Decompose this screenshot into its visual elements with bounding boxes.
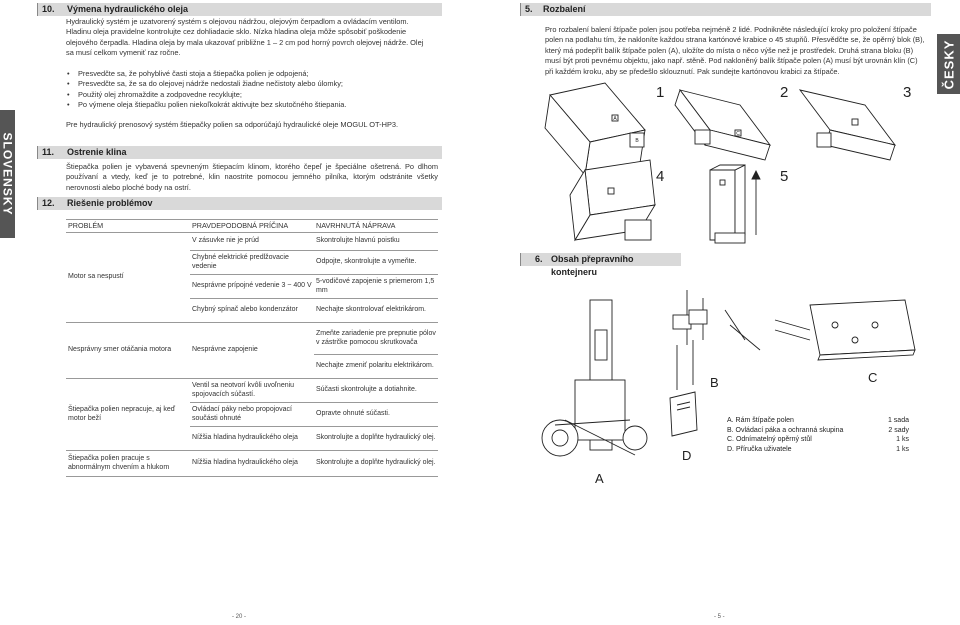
side-tab-label: SLOVENSKY: [0, 132, 15, 216]
side-tab-cesky: [937, 34, 960, 94]
figure-label-c: C: [868, 370, 878, 385]
box-label-b: B: [635, 138, 639, 144]
figure-label-a: A: [595, 471, 604, 486]
problem-cell: Motor sa nespustí: [66, 232, 190, 322]
fix-cell: Skontrolujte a doplňte hydraulický olej.: [314, 450, 438, 476]
troubleshooting-table: [66, 219, 438, 477]
section-10-header: [37, 3, 442, 16]
section-number: 6.: [535, 254, 543, 264]
list-item: [727, 426, 909, 436]
section-title: Obsah přepravního kontejneru: [551, 254, 634, 277]
figure-label-b: B: [710, 375, 719, 390]
section-title: Výmena hydraulického oleja: [67, 4, 189, 14]
section-12-header: [37, 197, 442, 210]
fix-cell: Skontrolujte a doplňte hydraulický olej.: [314, 426, 438, 450]
table-row: [66, 378, 438, 402]
section-10-note: Pre hydraulický prenosový systém štiepačky polien sa odporúčajú hydraulické oleje MOGUL OT-HP3.: [66, 120, 399, 129]
header-fix: NAVRHNUTÁ NÁPRAVA: [314, 220, 438, 233]
fix-cell: Nechajte zmeniť polaritu elektrikárom.: [314, 354, 438, 378]
fix-cell: Odpojte, skontrolujte a vymeňte.: [314, 250, 438, 274]
cause-cell: V zásuvke nie je prúd: [190, 232, 314, 250]
bullet-item: • Presvedčte sa, že sa do olejovej nádrže nedostali žiadne nečistoty alebo úlomky;: [78, 79, 426, 89]
box-label-c: C: [736, 131, 740, 137]
section-6-header: [520, 253, 681, 277]
bullet-item: • Presvedčte sa, že pohyblivé časti stoja a štiepačka polien je odpojená;: [78, 69, 426, 79]
section-number: 5.: [525, 4, 533, 14]
bullet-item: • Použitý olej zhromaždite a zodpovedne recyklujte;: [78, 90, 426, 100]
fix-cell: Skontrolujte hlavnú poistku: [314, 232, 438, 250]
section-number: 11.: [42, 147, 55, 157]
problem-cell: Nesprávny smer otáčania motora: [66, 322, 190, 378]
problem-cell: Štiepačka polien pracuje s abnormálnym chvením a hlukom: [66, 450, 190, 476]
part-name: C. Odnímatelný opěrný stůl: [727, 436, 812, 443]
section-title: Rozbalení: [543, 4, 586, 14]
splitter-frame: [542, 300, 647, 456]
fix-cell: Opravte ohnuté súčasti.: [314, 402, 438, 426]
cause-cell: Nížšia hladina hydraulického oleja: [190, 426, 314, 450]
step-number: 3: [903, 84, 912, 101]
section-5-header: [520, 3, 931, 16]
part-qty: 2 sady: [888, 426, 909, 434]
unpack-step-1: [545, 83, 645, 175]
unpacking-steps-illustration: [530, 75, 930, 250]
unpack-step-2: [675, 90, 770, 160]
fix-cell: 5-vodičové zapojenie s priemerom 1,5 mm: [314, 274, 438, 298]
section-5-paragraph: Pro rozbalení balení štípače polen jsou potřeba nejméně 2 lidé. Podnikněte následující kroky pro položení štípače polen na podlahu tím, že nakloníte každou strana kartónové krabice o 45 stupňů. Přesvědčte se, že opěrný blok (B), který má podepřít balík štípače polen (A), uložíte do místa o něco výše než je prostředek. Druhá strana bloku (B) musí být proti pevnému objektu, jako např. stěně. Pod nakloněný balík štípače polen (A) musí být urovnán klín (C) při každém kroku, aby se předešlo sklouznutí. Pak sundejte kartónovou krabici za štípače.: [545, 25, 925, 76]
list-item: [727, 435, 909, 445]
fix-cell: Nechajte skontrolovať elektrikárom.: [314, 298, 438, 322]
section-number: 12.: [42, 198, 55, 208]
step-number: 1: [656, 84, 665, 101]
container-contents-illustration: [535, 270, 925, 495]
page-number: - 5 -: [714, 614, 725, 620]
table-row: [66, 450, 438, 476]
cause-cell: Nesprávne prípojné vedenie 3 ~ 400 V: [190, 274, 314, 298]
table-header-row: [66, 220, 438, 233]
user-manual: [670, 392, 697, 436]
cause-cell: Nížšia hladina hydraulického oleja: [190, 450, 314, 476]
part-qty: 1 ks: [896, 436, 909, 443]
unpack-step-3: [800, 90, 895, 160]
section-10-bullets: [66, 69, 426, 111]
part-qty: 1 sada: [887, 417, 909, 424]
cause-cell: Ventil sa neotvorí kvôli uvoľneniu spojovacích súčastí.: [190, 378, 314, 402]
support-table: [775, 300, 915, 360]
section-10-paragraph: Hydraulický systém je uzatvorený systém s olejovou nádržou, olejovým čerpadlom a ovládacím ventilom. Hladinu oleja pravidelne kontrolujte cez dohliadacie sklo. Nízka hladina oleja môže spôsobiť poškodenie olejového čerpadla. Hladina oleja by mala ukazovať približne 1 – 2 cm pod horný povrch olejovej nádrže. Olej sa musí celkom vymeniť raz ročne.: [66, 17, 424, 58]
side-tab-slovensky: [0, 110, 15, 238]
page-number: - 20 -: [232, 614, 247, 620]
bullet-item: • Po výmene oleja štiepačku polien niekoľkokrát aktivujte bez skutočného štiepania.: [78, 100, 426, 110]
table-row: [66, 232, 438, 250]
table-row: [66, 322, 438, 354]
part-name: A. Rám štípače polen: [727, 417, 794, 424]
part-name: B. Ovládací páka a ochranná skupina: [727, 426, 844, 434]
section-number: 10.: [42, 4, 55, 14]
cause-cell: Ovládací páky nebo propojovací součásti ohnuté: [190, 402, 314, 426]
part-qty: 1 ks: [896, 445, 909, 453]
step-number: 2: [780, 84, 789, 101]
list-item: [727, 416, 909, 426]
section-11-header: [37, 146, 442, 159]
cause-cell: Nesprávne zapojenie: [190, 322, 314, 378]
problem-cell: Štiepačka polien nepracuje, aj keď motor beží: [66, 378, 190, 450]
side-tab-label: ČESKY: [941, 39, 957, 89]
cause-cell: Chybné elektrické predlžovacie vedenie: [190, 250, 314, 274]
list-item: [727, 445, 909, 455]
fix-cell: Zmeňte zariadenie pre prepnutie pólov v zástrčke pomocou skrutkovača: [314, 322, 438, 354]
cause-cell: Chybný spínač alebo kondenzátor: [190, 298, 314, 322]
section-title: Riešenie problémov: [67, 198, 153, 208]
header-cause: PRAVDEPODOBNÁ PRÍČINA: [190, 220, 314, 233]
section-title: Ostrenie klina: [67, 147, 127, 157]
step-number: 5: [780, 168, 789, 185]
figure-label-d: D: [682, 448, 692, 463]
step-number: 4: [656, 168, 665, 185]
unpack-step-5: [710, 165, 760, 243]
part-name: D. Příručka uživatele: [727, 445, 792, 453]
header-problem: PROBLÉM: [66, 220, 190, 233]
fix-cell: Súčasti skontrolujte a dotiahnite.: [314, 378, 438, 402]
box-label-a: A: [613, 116, 617, 122]
section-11-paragraph: Štiepačka polien je vybavená spevneným štiepacím klinom, ktorého čepeľ je špeciálne ošetrená. Po dlhom používaní a vtedy, keď je to potrebné, klin naostrite pomocou jemného pilníka, ktorým odstránite všetky nerovnosti alebo ploché body na ostrí.: [66, 162, 438, 192]
parts-list: [727, 416, 909, 454]
